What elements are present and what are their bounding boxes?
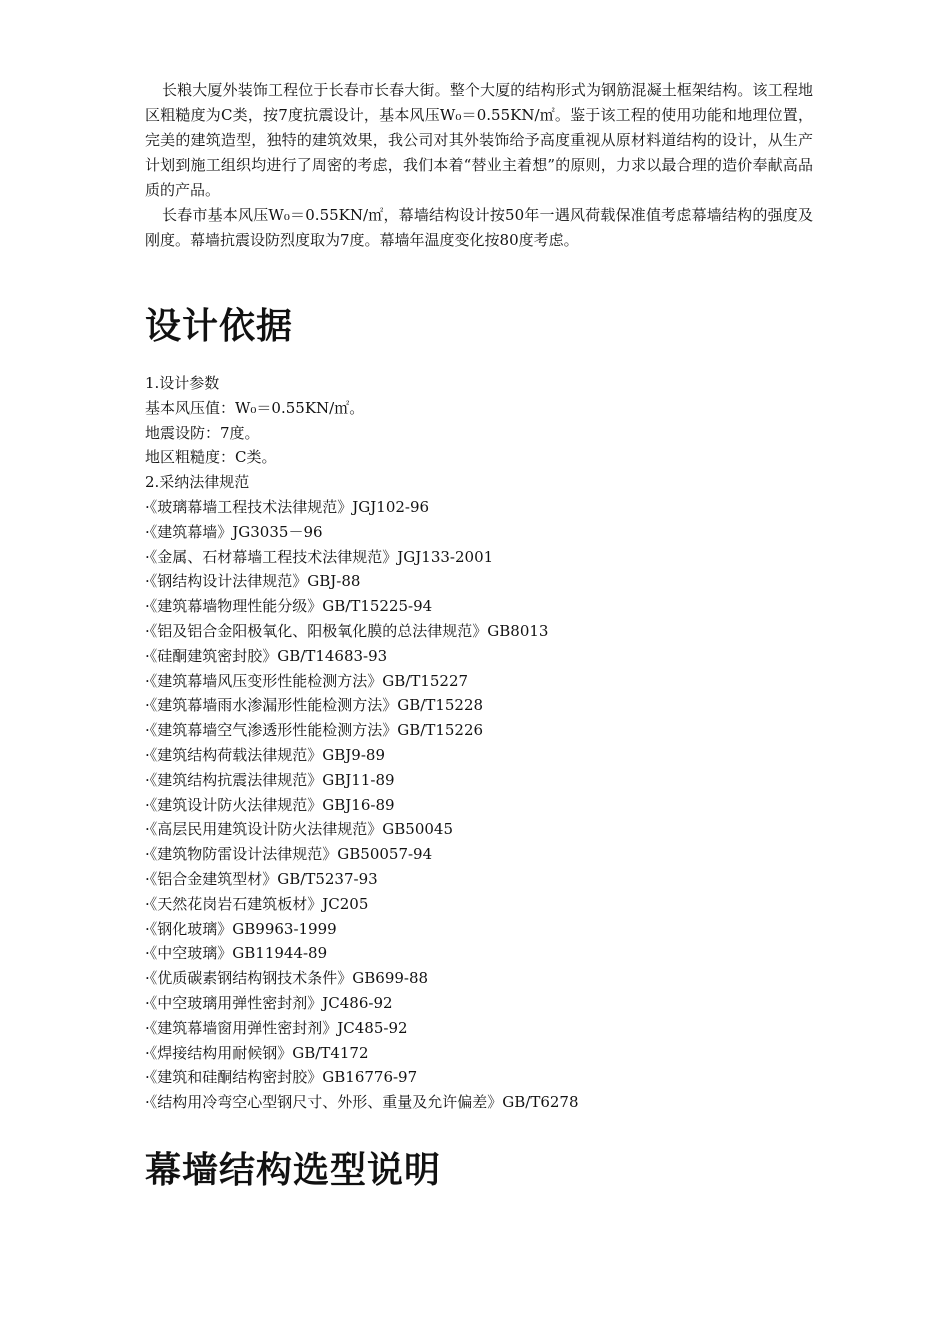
- code-item: ·《焊接结构用耐候钢》GB/T4172: [145, 1043, 369, 1062]
- section-heading-design-basis: 设计依据: [145, 306, 294, 347]
- code-item: ·《玻璃幕墙工程技术法律规范》JGJ102-96: [145, 497, 430, 516]
- document-page: [145, 78, 813, 1193]
- code-item: ·《建筑幕墙风压变形性能检测方法》GB/T15227: [145, 671, 469, 690]
- code-item: ·《结构用冷弯空心型钢尺寸、外形、重量及允许偏差》GB/T6278: [145, 1093, 579, 1112]
- code-item: ·《中空玻璃用弹性密封剂》JC486-92: [145, 993, 393, 1012]
- code-item: ·《中空玻璃》GB11944-89: [145, 944, 328, 963]
- design-basis-content: [145, 371, 813, 1115]
- code-item: ·《建筑和硅酮结构密封胶》GB16776-97: [145, 1068, 418, 1087]
- code-item: ·《建筑结构荷载法律规范》GBJ9-89: [145, 745, 385, 764]
- code-item: ·《铝及铝合金阳极氧化、阳极氧化膜的总法律规范》GB8013: [145, 621, 549, 640]
- code-item: ·《高层民用建筑设计防火法律规范》GB50045: [145, 820, 453, 839]
- code-item: ·《建筑设计防火法律规范》GBJ16-89: [145, 795, 395, 814]
- codes-subheading: 2.采纳法律规范: [145, 473, 250, 492]
- code-item: ·《硅酮建筑密封胶》GB/T14683-93: [145, 646, 388, 665]
- code-item: ·《优质碳素钢结构钢技术条件》GB699-88: [145, 969, 429, 988]
- code-item: ·《建筑物防雷设计法律规范》GB50057-94: [145, 845, 433, 864]
- code-item: ·《建筑幕墙》JG3035－96: [145, 522, 323, 541]
- code-item: ·《铝合金建筑型材》GB/T5237-93: [145, 869, 378, 888]
- codes-list: [145, 495, 813, 1115]
- code-item: ·《金属、石材幕墙工程技术法律规范》JGJ133-2001: [145, 547, 494, 566]
- code-item: ·《建筑幕墙窗用弹性密封剂》JC485-92: [145, 1018, 408, 1037]
- code-item: ·《天然花岗岩石建筑板材》JC205: [145, 894, 369, 913]
- params-subheading: 1.设计参数: [145, 374, 220, 392]
- code-item: ·《建筑幕墙雨水渗漏形性能检测方法》GB/T15228: [145, 696, 484, 715]
- intro-paragraph-2: 长春市基本风压W₀＝0.55KN/㎡，幕墙结构设计按50年一遇风荷载保准值考虑幕墙结构的强度及刚度。幕墙抗震设防烈度取为7度。幕墙年温度变化按80度考虑。: [145, 206, 813, 249]
- code-item: ·《建筑结构抗震法律规范》GBJ11-89: [145, 770, 395, 789]
- param-seismic: 地震设防：7度。: [145, 423, 260, 442]
- param-wind-pressure: 基本风压值：W₀＝0.55KN/㎡。: [145, 398, 365, 417]
- code-item: ·《钢结构设计法律规范》GBJ-88: [145, 572, 361, 591]
- code-item: ·《钢化玻璃》GB9963-1999: [145, 919, 337, 938]
- code-item: ·《建筑幕墙空气渗透形性能检测方法》GB/T15226: [145, 721, 484, 740]
- param-roughness: 地区粗糙度：C类。: [145, 448, 277, 467]
- intro-paragraph-1: 长粮大厦外装饰工程位于长春市长春大街。整个大厦的结构形式为钢筋混凝土框架结构。该工程地区粗糙度为C类，按7度抗震设计，基本风压W₀＝0.55KN/㎡。鉴于该工程的使用功能和地理位置，完美的建筑造型，独特的建筑效果，我公司对其外装饰给予高度重视从原材料道结构的设计，从生产计划到施工组织均进行了周密的考虑，我们本着“替业主着想”的原则，力求以最合理的造价奉献高品质的产品。: [145, 81, 813, 199]
- code-item: ·《建筑幕墙物理性能分级》GB/T15225-94: [145, 597, 433, 616]
- section-heading-curtain-wall-selection: 幕墙结构选型说明: [145, 1149, 442, 1191]
